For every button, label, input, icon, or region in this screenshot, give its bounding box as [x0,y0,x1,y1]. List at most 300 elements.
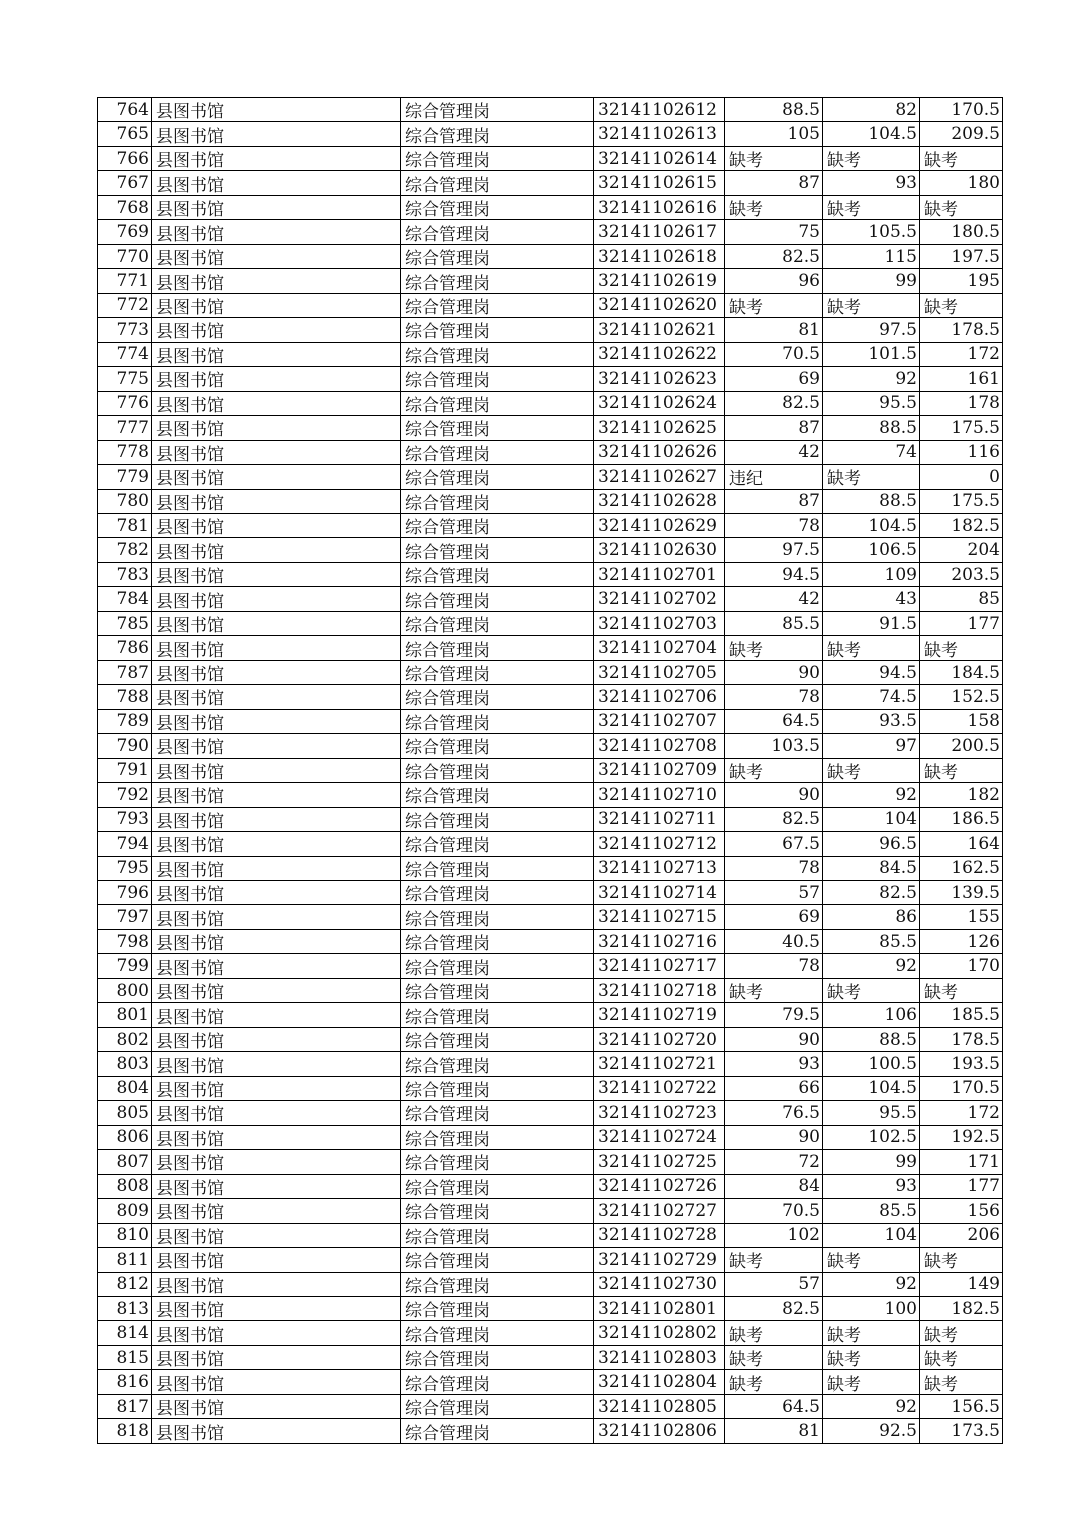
score-1-cell: 90 [725,1028,823,1051]
exam-id-cell: 32141102705 [594,661,725,684]
row-number-cell: 799 [98,954,152,977]
unit-name-cell: 县图书馆 [152,905,401,928]
unit-name-cell: 县图书馆 [152,1224,401,1247]
table-row [98,1052,1002,1076]
exam-id-cell: 32141102619 [594,269,725,292]
table-row [98,710,1002,734]
score-1-cell: 87 [725,490,823,513]
row-number-cell: 797 [98,905,152,928]
unit-name-cell: 县图书馆 [152,490,401,513]
row-number-cell: 816 [98,1370,152,1393]
total-score-cell: 177 [967,1176,1000,1197]
total-score-cell: 182.5 [951,1298,1000,1319]
position-name-cell: 综合管理岗 [401,1248,594,1271]
score-2-cell: 88.5 [823,1028,920,1051]
position-name-cell: 综合管理岗 [401,441,594,464]
score-1-cell: 缺考 [725,1346,823,1369]
exam-id-cell: 32141102702 [594,587,725,610]
score-1-cell: 97.5 [725,538,823,561]
score-2-cell: 缺考 [823,1370,920,1393]
position-name-cell: 综合管理岗 [401,490,594,513]
table-row [98,1346,1002,1370]
total-score-cell: 缺考 [924,983,958,1003]
unit-name-cell: 县图书馆 [152,1077,401,1100]
score-1-cell: 42 [725,587,823,610]
total-score-cell: 177 [967,613,1000,634]
row-number-cell: 768 [98,196,152,219]
score-1-cell: 64.5 [725,1395,823,1418]
unit-name-cell: 县图书馆 [152,269,401,292]
total-score-cell: 缺考 [924,1350,958,1370]
exam-id-cell: 32141102717 [594,954,725,977]
unit-name-cell: 县图书馆 [152,98,401,121]
total-score-cell: 缺考 [924,640,958,660]
score-1-cell: 78 [725,685,823,708]
score-2-cell: 105.5 [823,220,920,243]
row-number-cell: 792 [98,783,152,806]
position-name-cell: 综合管理岗 [401,954,594,977]
total-score-cell: 164 [967,833,1000,854]
row-number-cell: 808 [98,1175,152,1198]
table-row [98,587,1002,611]
exam-id-cell: 32141102801 [594,1297,725,1320]
exam-id-cell: 32141102721 [594,1052,725,1075]
score-1-cell: 103.5 [725,734,823,757]
row-number-cell: 798 [98,930,152,953]
unit-name-cell: 县图书馆 [152,808,401,831]
position-name-cell: 综合管理岗 [401,979,594,1002]
row-number-cell: 785 [98,612,152,635]
row-number-cell: 782 [98,538,152,561]
score-1-cell: 69 [725,905,823,928]
exam-id-cell: 32141102712 [594,832,725,855]
exam-id-cell: 32141102626 [594,441,725,464]
exam-id-cell: 32141102716 [594,930,725,953]
unit-name-cell: 县图书馆 [152,1175,401,1198]
score-1-cell: 缺考 [725,1321,823,1344]
total-score-cell: 116 [967,442,1000,463]
position-name-cell: 综合管理岗 [401,1395,594,1418]
unit-name-cell: 县图书馆 [152,245,401,268]
score-1-cell: 87 [725,171,823,194]
position-name-cell: 综合管理岗 [401,1297,594,1320]
position-name-cell: 综合管理岗 [401,905,594,928]
unit-name-cell: 县图书馆 [152,1052,401,1075]
exam-id-cell: 32141102718 [594,979,725,1002]
position-name-cell: 综合管理岗 [401,147,594,170]
row-number-cell: 805 [98,1101,152,1124]
row-number-cell: 784 [98,587,152,610]
score-2-cell: 92.5 [823,1419,920,1442]
score-1-cell: 42 [725,441,823,464]
table-row [98,563,1002,587]
score-2-cell: 93 [823,171,920,194]
table-row [98,832,1002,856]
row-number-cell: 791 [98,759,152,782]
score-2-cell: 85.5 [823,930,920,953]
unit-name-cell: 县图书馆 [152,661,401,684]
total-score-cell: 204 [967,540,1000,561]
total-score-cell: 缺考 [924,762,958,783]
score-2-cell: 缺考 [823,759,920,782]
unit-name-cell: 县图书馆 [152,1370,401,1393]
total-score-cell: 缺考 [924,151,958,171]
total-score-cell: 缺考 [924,1252,958,1272]
table-row [98,1003,1002,1027]
row-number-cell: 769 [98,220,152,243]
score-2-cell: 92 [823,783,920,806]
total-score-cell: 186.5 [951,809,1000,830]
total-score-cell: 170.5 [951,99,1000,120]
table-row [98,979,1002,1003]
row-number-cell: 796 [98,881,152,904]
position-name-cell: 综合管理岗 [401,1003,594,1026]
unit-name-cell: 县图书馆 [152,514,401,537]
position-name-cell: 综合管理岗 [401,1273,594,1296]
position-name-cell: 综合管理岗 [401,1028,594,1051]
table-row [98,783,1002,807]
row-number-cell: 814 [98,1321,152,1344]
score-1-cell: 105 [725,122,823,145]
row-number-cell: 777 [98,416,152,439]
score-1-cell: 82.5 [725,808,823,831]
exam-id-cell: 32141102729 [594,1248,725,1271]
score-2-cell: 92 [823,954,920,977]
table-row [98,759,1002,783]
exam-id-cell: 32141102622 [594,343,725,366]
table-row [98,1297,1002,1321]
position-name-cell: 综合管理岗 [401,220,594,243]
total-score-cell: 184.5 [951,662,1000,683]
position-name-cell: 综合管理岗 [401,1346,594,1369]
row-number-cell: 806 [98,1126,152,1149]
position-name-cell: 综合管理岗 [401,416,594,439]
exam-id-cell: 32141102723 [594,1101,725,1124]
unit-name-cell: 县图书馆 [152,1028,401,1051]
exam-id-cell: 32141102629 [594,514,725,537]
unit-name-cell: 县图书馆 [152,171,401,194]
position-name-cell: 综合管理岗 [401,269,594,292]
score-2-cell: 102.5 [823,1126,920,1149]
position-name-cell: 综合管理岗 [401,734,594,757]
table-row [98,294,1002,318]
exam-id-cell: 32141102704 [594,636,725,659]
row-number-cell: 802 [98,1028,152,1051]
score-2-cell: 93.5 [823,710,920,733]
exam-id-cell: 32141102701 [594,563,725,586]
total-score-cell: 139.5 [951,882,1000,903]
score-2-cell: 104 [823,808,920,831]
score-1-cell: 102 [725,1224,823,1247]
total-score-cell: 197.5 [951,246,1000,267]
exam-id-cell: 32141102615 [594,171,725,194]
table-row [98,1077,1002,1101]
score-2-cell: 99 [823,269,920,292]
score-1-cell: 84 [725,1175,823,1198]
unit-name-cell: 县图书馆 [152,832,401,855]
score-2-cell: 85.5 [823,1199,920,1222]
table-row [98,881,1002,905]
total-score-cell: 185.5 [951,1005,1000,1026]
exam-id-cell: 32141102623 [594,367,725,390]
row-number-cell: 793 [98,808,152,831]
exam-id-cell: 32141102806 [594,1419,725,1442]
position-name-cell: 综合管理岗 [401,465,594,488]
score-2-cell: 115 [823,245,920,268]
score-1-cell: 缺考 [725,147,823,170]
total-score-cell: 182 [967,784,1000,805]
row-number-cell: 804 [98,1077,152,1100]
total-score-cell: 85 [978,589,1000,610]
score-2-cell: 94.5 [823,661,920,684]
exam-id-cell: 32141102728 [594,1224,725,1247]
total-score-cell: 缺考 [924,297,958,318]
exam-id-cell: 32141102703 [594,612,725,635]
exam-id-cell: 32141102715 [594,905,725,928]
row-number-cell: 765 [98,122,152,145]
unit-name-cell: 县图书馆 [152,930,401,953]
row-number-cell: 789 [98,710,152,733]
row-number-cell: 809 [98,1199,152,1222]
unit-name-cell: 县图书馆 [152,1199,401,1222]
unit-name-cell: 县图书馆 [152,636,401,659]
total-score-cell: 158 [967,711,1000,732]
exam-id-cell: 32141102725 [594,1150,725,1173]
score-1-cell: 90 [725,661,823,684]
total-score-cell: 170 [967,956,1000,977]
position-name-cell: 综合管理岗 [401,392,594,415]
score-1-cell: 缺考 [725,196,823,219]
table-row [98,98,1002,122]
score-2-cell: 91.5 [823,612,920,635]
score-2-cell: 92 [823,367,920,390]
row-number-cell: 770 [98,245,152,268]
score-1-cell: 81 [725,318,823,341]
position-name-cell: 综合管理岗 [401,1126,594,1149]
row-number-cell: 795 [98,857,152,880]
unit-name-cell: 县图书馆 [152,1419,401,1442]
position-name-cell: 综合管理岗 [401,857,594,880]
unit-name-cell: 县图书馆 [152,538,401,561]
table-row [98,1419,1002,1442]
position-name-cell: 综合管理岗 [401,759,594,782]
unit-name-cell: 县图书馆 [152,612,401,635]
exam-id-cell: 32141102707 [594,710,725,733]
exam-id-cell: 32141102724 [594,1126,725,1149]
score-1-cell: 90 [725,783,823,806]
row-number-cell: 772 [98,294,152,317]
table-row [98,465,1002,489]
row-number-cell: 794 [98,832,152,855]
score-1-cell: 40.5 [725,930,823,953]
score-1-cell: 90 [725,1126,823,1149]
score-2-cell: 104 [823,1224,920,1247]
total-score-cell: 180 [967,173,1000,194]
score-1-cell: 88.5 [725,98,823,121]
score-2-cell: 100.5 [823,1052,920,1075]
score-2-cell: 88.5 [823,490,920,513]
unit-name-cell: 县图书馆 [152,367,401,390]
total-score-cell: 155 [967,907,1000,928]
total-score-cell: 203.5 [951,564,1000,585]
unit-name-cell: 县图书馆 [152,294,401,317]
unit-name-cell: 县图书馆 [152,734,401,757]
row-number-cell: 801 [98,1003,152,1026]
score-1-cell: 缺考 [725,636,823,659]
position-name-cell: 综合管理岗 [401,196,594,219]
row-number-cell: 811 [98,1248,152,1271]
position-name-cell: 综合管理岗 [401,122,594,145]
score-2-cell: 92 [823,1273,920,1296]
score-2-cell: 92 [823,1395,920,1418]
score-1-cell: 缺考 [725,979,823,1002]
score-1-cell: 81 [725,1419,823,1442]
score-1-cell: 76.5 [725,1101,823,1124]
table-row [98,171,1002,195]
position-name-cell: 综合管理岗 [401,1175,594,1198]
score-1-cell: 94.5 [725,563,823,586]
row-number-cell: 787 [98,661,152,684]
total-score-cell: 161 [967,368,1000,389]
score-2-cell: 97.5 [823,318,920,341]
score-2-cell: 缺考 [823,147,920,170]
total-score-cell: 缺考 [924,1374,958,1394]
table-row [98,1028,1002,1052]
score-1-cell: 64.5 [725,710,823,733]
score-1-cell: 缺考 [725,1248,823,1271]
score-1-cell: 75 [725,220,823,243]
unit-name-cell: 县图书馆 [152,685,401,708]
position-name-cell: 综合管理岗 [401,1224,594,1247]
total-score-cell: 175.5 [951,417,1000,438]
row-number-cell: 807 [98,1150,152,1173]
row-number-cell: 773 [98,318,152,341]
exam-id-cell: 32141102710 [594,783,725,806]
table-row [98,954,1002,978]
row-number-cell: 803 [98,1052,152,1075]
exam-id-cell: 32141102730 [594,1273,725,1296]
table-row [98,1199,1002,1223]
table-row [98,636,1002,660]
score-1-cell: 78 [725,954,823,977]
position-name-cell: 综合管理岗 [401,1052,594,1075]
row-number-cell: 781 [98,514,152,537]
position-name-cell: 综合管理岗 [401,514,594,537]
row-number-cell: 800 [98,979,152,1002]
row-number-cell: 771 [98,269,152,292]
position-name-cell: 综合管理岗 [401,318,594,341]
score-1-cell: 缺考 [725,759,823,782]
unit-name-cell: 县图书馆 [152,783,401,806]
position-name-cell: 综合管理岗 [401,367,594,390]
exam-id-cell: 32141102617 [594,220,725,243]
table-row [98,1273,1002,1297]
position-name-cell: 综合管理岗 [401,171,594,194]
exam-id-cell: 32141102713 [594,857,725,880]
position-name-cell: 综合管理岗 [401,1370,594,1393]
table-row [98,318,1002,342]
unit-name-cell: 县图书馆 [152,318,401,341]
position-name-cell: 综合管理岗 [401,1101,594,1124]
score-table [97,97,1003,1444]
score-1-cell: 82.5 [725,245,823,268]
score-1-cell: 67.5 [725,832,823,855]
unit-name-cell: 县图书馆 [152,857,401,880]
exam-id-cell: 32141102706 [594,685,725,708]
row-number-cell: 815 [98,1346,152,1369]
total-score-cell: 172 [967,344,1000,365]
table-row [98,490,1002,514]
score-2-cell: 104.5 [823,122,920,145]
unit-name-cell: 县图书馆 [152,1003,401,1026]
total-score-cell: 152.5 [951,686,1000,707]
score-2-cell: 86 [823,905,920,928]
table-row [98,514,1002,538]
exam-id-cell: 32141102714 [594,881,725,904]
position-name-cell: 综合管理岗 [401,661,594,684]
unit-name-cell: 县图书馆 [152,1297,401,1320]
unit-name-cell: 县图书馆 [152,465,401,488]
row-number-cell: 776 [98,392,152,415]
exam-id-cell: 32141102804 [594,1370,725,1393]
row-number-cell: 778 [98,441,152,464]
exam-id-cell: 32141102803 [594,1346,725,1369]
table-row [98,930,1002,954]
total-score-cell: 126 [967,931,1000,952]
position-name-cell: 综合管理岗 [401,930,594,953]
table-row [98,416,1002,440]
score-1-cell: 违纪 [725,465,823,488]
score-1-cell: 72 [725,1150,823,1173]
score-2-cell: 104.5 [823,1077,920,1100]
total-score-cell: 192.5 [951,1127,1000,1148]
score-2-cell: 82.5 [823,881,920,904]
score-1-cell: 85.5 [725,612,823,635]
exam-id-cell: 32141102624 [594,392,725,415]
exam-id-cell: 32141102620 [594,294,725,317]
exam-id-cell: 32141102709 [594,759,725,782]
table-row [98,685,1002,709]
unit-name-cell: 县图书馆 [152,1126,401,1149]
score-1-cell: 87 [725,416,823,439]
table-row [98,734,1002,758]
score-1-cell: 缺考 [725,294,823,317]
score-2-cell: 106 [823,1003,920,1026]
score-2-cell: 缺考 [823,196,920,219]
row-number-cell: 818 [98,1419,152,1442]
unit-name-cell: 县图书馆 [152,1346,401,1369]
position-name-cell: 综合管理岗 [401,710,594,733]
total-score-cell: 156.5 [951,1396,1000,1417]
table-row [98,392,1002,416]
row-number-cell: 817 [98,1395,152,1418]
table-row [98,538,1002,562]
score-1-cell: 69 [725,367,823,390]
position-name-cell: 综合管理岗 [401,808,594,831]
exam-id-cell: 32141102618 [594,245,725,268]
unit-name-cell: 县图书馆 [152,1321,401,1344]
row-number-cell: 786 [98,636,152,659]
total-score-cell: 200.5 [951,735,1000,756]
score-2-cell: 缺考 [823,636,920,659]
row-number-cell: 767 [98,171,152,194]
position-name-cell: 综合管理岗 [401,1077,594,1100]
score-2-cell: 106.5 [823,538,920,561]
total-score-cell: 178.5 [951,319,1000,340]
score-1-cell: 70.5 [725,1199,823,1222]
table-row [98,661,1002,685]
table-row [98,1150,1002,1174]
